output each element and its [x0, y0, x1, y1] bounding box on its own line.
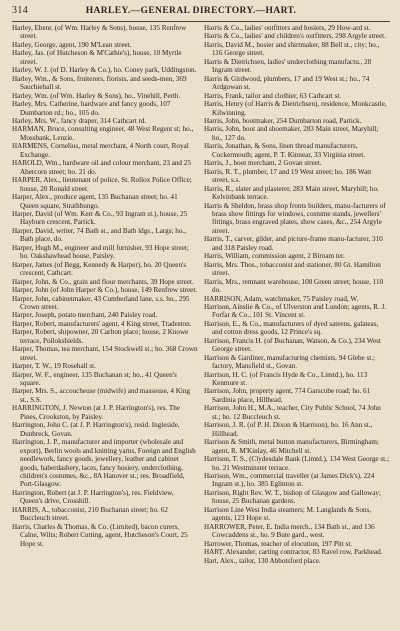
directory-entry: Harper, W. F., engineer, 135 Buchanan st; ho., 41 Queen's square.: [12, 370, 177, 388]
directory-entry: Harrison, Ainslie & Co., of Ulverston and London; agents, R. J. Forfar & Co., 101 St. Vincent st.: [204, 302, 387, 320]
directory-entry: Harper, T. W., 19 Rosehall st.: [12, 362, 96, 371]
directory-entry: Harris, Mrs. Thos., tobacconist and stationer, 80 Gt. Hamilton street.: [204, 260, 381, 278]
directory-entry: Harper, Robert, manufacturers' agent, 4 King street, Tradeston.: [12, 319, 192, 328]
directory-entry: Harper, Thomas, tea merchant, 154 Stockwell st.; ho. 368 Crown street.: [12, 345, 198, 362]
directory-entry: Harper, James (of Begg, Kennedy & Harper), ho. 20 Queen's crescent, Cathcart.: [12, 260, 187, 278]
page-header: [12, 5, 390, 19]
directory-entry: Harris, J., boot merchant, 2 Govan street.: [204, 159, 322, 168]
directory-entry: Harrower, Thomas, teacher of elocution, 197 Pitt st.: [204, 539, 353, 548]
directory-entry: Harris, William, commission agent, 2 Birnam ter.: [204, 252, 345, 261]
directory-entry: Harris, John, boot and shoemaker, 283 Main street, Maryhill; ho., 127 do.: [204, 125, 379, 142]
directory-entry: Harrison, Francis H. (of Buchanan, Watson, & Co.), 234 West George street.: [204, 336, 381, 354]
directory-entry: Harris & Dietrichsen, ladies' underclothing manufactu., 28 Ingram street.: [204, 57, 372, 75]
header-rule: [12, 21, 390, 22]
directory-entry: Harrison, Wm., commercial traveller (at James Dick's), 224 Ingram st.), ho. 385 Eglinton st.: [204, 472, 375, 489]
directory-entry: Harley, Jas. (of Hutcheson & M'Cathie's), house, 10 Myrtle street.: [12, 49, 182, 66]
directory-entry: HARRISON, Adam, watchmaker, 75 Paisley road, W.: [204, 294, 359, 303]
directory-entry: Harris, Charles & Thomas, & Co. (Limited), bacon curers, Calne, Wilts; Robert Cutting, agent, Hutcheson's Court, 25 Hope st.: [12, 522, 188, 548]
directory-entry: HART. Alexander, carting contractor, 83 Ravel row, Parkhead.: [204, 548, 383, 557]
directory-entry: Harris, Henry (of Harris & Dietrichsen), residence, Monkcastle, Kilwinning.: [204, 100, 387, 117]
directory-entry: Harrison & Gardiner, manufacturing chemists, 94 Glebe st.; factory, Mansfield st., Govan.: [204, 353, 376, 371]
directory-entry: Harley, Wm., & Sons, fruiterers, florists, and seeds-men, 369 Sauchiehall st.: [12, 74, 187, 92]
directory-entry: Harrison Line West India steamers; M. Langlands & Sons, agents, 123 Hope st.: [204, 505, 372, 523]
directory-entry: Harper, Mrs. S., accoucheuse (midwife) and masseuse, 4 King st., S.S.: [12, 387, 190, 404]
directory-entry: Harris, John, bootmaker, 254 Dumbarton road, Partick.: [204, 116, 362, 125]
directory-entry: Harper, John (of John Harper & Co.), house, 149 Renfrew street.: [12, 286, 198, 295]
page-number: 314: [12, 5, 29, 16]
directory-entry: Harley, Mrs. W., fancy draper, 314 Cathcart rd.: [12, 116, 147, 125]
directory-entry: Harris, R., slater and plasterer, 283 Main street, Maryhill; ho. Kelvinbank terrace.: [204, 184, 379, 202]
directory-entry: Harris, R. T., plumber, 17 and 19 West street; ho. 186 Watt street, s.s.: [204, 167, 372, 185]
directory-entry: Harrison, John H., M.A., teacher, City Public School, 74 John st.; ho. 12 Buccleuch st.: [204, 404, 381, 421]
directory-entry: Hart, Alex., tailor, 130 Abbotsford place.: [204, 556, 321, 565]
directory-entry: Harrison, T. S., (Clydesdale Bank (Limtd.), 134 West George st.; ho. 21 Westminster terrace.: [204, 455, 389, 472]
directory-entry: Harris, Jonathan, & Sons, linen thread manufacturers, Cockermouth; agent, P. T. Kinnear, 33 Virginia street.: [204, 142, 366, 159]
directory-entry: HARPER, Alex., lieutenant of police, St. Rollox Police Office; house, 20 Ronald street.: [12, 176, 192, 193]
directory-entry: HARROWER, Peter, E. India merch., 134 Bath st., and 136 Cowcaddens st., ho. 9 Bute gard., west.: [204, 522, 375, 540]
directory-entry: Harley, Wm. (of Wm. Harley & Sons), ho., Vinehill, Perth.: [12, 91, 181, 100]
columns: [12, 24, 390, 629]
directory-entry: Harrington, Robert (at J. P. Harrington's), res. Fieldview, Queen's drive, Crosshill.: [12, 488, 174, 506]
directory-entry: Harper, David, writer, 74 Bath st., and Bath ldgs., Largs; ho., Bath place, do.: [12, 226, 187, 244]
directory-entry: Harley, George, agent, 190 M'Lean street.: [12, 40, 132, 49]
left-column: [12, 24, 198, 629]
right-column: [204, 24, 390, 629]
directory-entry: Harris, Frank, tailor and clothier, 63 Cathcart st.: [204, 91, 342, 100]
directory-entry: Harper, Alex., produce agent, 135 Buchanan street; ho. 41 Queen square, Strathbungo.: [12, 193, 178, 210]
running-title: HARLEY.—GENERAL DIRECTORY.—HART.: [85, 6, 297, 16]
directory-entry: Harley, Mrs. Catherine, hardware and fancy goods, 107 Dumbarton rd.; ho., 105 do.: [12, 100, 171, 117]
directory-entry: Harris & Girdwood, plumbers, 17 and 19 West st.; ho., 74 Ardgowan st.: [204, 74, 370, 92]
directory-entry: Harrison & Smith, metal button manufacturers, Birmingham; agent, R. M'Kinlay, 46 Mitchell st.: [204, 438, 379, 455]
directory-entry: Harper, Joseph, potato merchant, 240 Paisley road.: [12, 311, 158, 320]
directory-entry: HARRINGTON, J. Newton (at J. P. Harrington's), res. The Pines, Crookston, by Paisley.: [12, 404, 181, 421]
directory-entry: Harper, Robert, shipowner, 20 Carlton place; house, 2 Knowe terrace, Pollokshields.: [12, 328, 189, 345]
directory-entry: Harper, John, cabinetmaker, 43 Cumberland lane, s.s. ho., 295 Crown street.: [12, 294, 190, 311]
directory-entry: HAROLD, Wm., hardware oil and colour merchant, 23 and 25 Abercorn street; ho. 21 do.: [12, 159, 191, 176]
directory-entry: Harris & Sheldon, brass shop fronts builders, manu-facturers of brass show fittings for windows, costume stands, jewellers' fittings, brass engraved plates, show cases, &c., 254 Argyle street.: [204, 201, 386, 235]
directory-entry: Harrison, H. C. (of Francis Hyde & Co., Limtd.), ho. 113 Kenmure st.: [204, 370, 368, 388]
directory-entry: Harrison, E., & Co., manufacturers of dyed sateens, galateas, and cotton dress goods, 12 Prince's sq.: [204, 319, 379, 337]
directory-entry: HARMENS, Cornelius, metal merchant, 4 North court, Royal Exchange.: [12, 142, 189, 159]
directory-entry: Harper, David (of Wm. Kerr & Co., 93 Ingram st.), house, 25 Hayburn crescent, Partick.: [12, 209, 188, 227]
directory-entry: Harrison, Right Rev. W. T., bishop of Glasgow and Galloway; house, 25 Buchanan gardens.: [204, 488, 381, 506]
directory-entry: Harrington, J. P., manufacturer and importer (wholesale and export), Berlin wools and knitting yarns, Foreign and English needlework, fancy goods, jewellery, leather and cabinet goods, haberdashery, laces, fancy hosiery, underclothing, children's costumes, &c., 8A Hanover st.; res. Broadfield, Port-Glasgow.: [12, 438, 196, 489]
directory-entry: Harley, Ebenr. (of Wm. Harley & Sons), house, 135 Renfrew street.: [12, 24, 187, 41]
directory-entry: Harper, John, & Co., grain and flour merchants, 39 Hope street.: [12, 277, 194, 286]
directory-entry: Harrison, J. R. (of P. H. Dixon & Harrison), ho. 16 Ann st., Hillhead.: [204, 421, 373, 438]
directory-entry: HARRIS, A., tobacconist, 210 Buchanan street; ho. 62 Buccleuch street.: [12, 505, 168, 523]
directory-entry: Harley, W. J. (of D. Harley & Co.), ho. Coney park, Uddingston.: [12, 66, 197, 75]
directory-entry: Harrison, John, property agent, 774 Garscube road; ho. 61 Sardinia place, Hillhead.: [204, 387, 371, 404]
directory-entry: Harris, David M., hosier and shirtmaker, 88 Bell st., city; ho., 116 George street.: [204, 40, 380, 58]
directory-entry: Harris, Mrs., remnant warehouse, 108 Green street; house, 110 do.: [204, 277, 384, 295]
directory-entry: HARMAN, Bruce, consulting engineer, 48 West Regent st; ho., Mossbank, Lenzie.: [12, 125, 194, 142]
directory-entry: Harris & Co., ladies' outfitters and hosiers, 29 How-ard st.: [204, 24, 371, 32]
directory-entry: Harrington, John C. (at J. P. Harrington's), resid. Ingleside, Dunbreck, Govan.: [12, 421, 180, 438]
directory-entry: Harper, Hugh M., engineer and mill furnisher, 93 Hope street; ho. Oakshawhead house, Paisley.: [12, 243, 189, 261]
directory-entry: Harris & Co., ladies' and children's outfitters, 298 Argyle street.: [204, 32, 386, 41]
directory-entry: Harris, T., carver, gilder, and picture-frame manu-facturer, 310 and 318 Paisley road.: [204, 235, 383, 252]
